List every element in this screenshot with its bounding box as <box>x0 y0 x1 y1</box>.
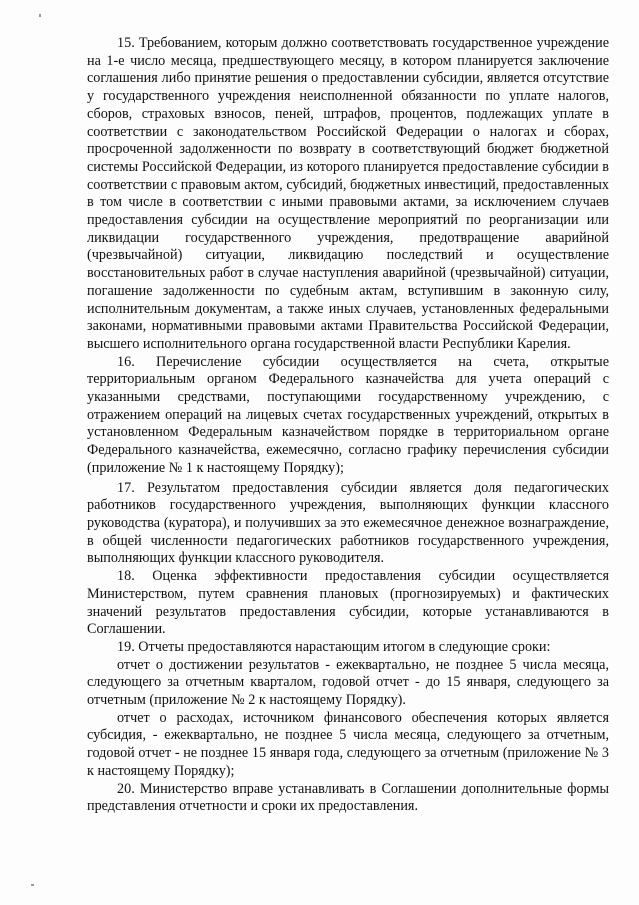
scan-mark <box>39 14 41 17</box>
document-body <box>87 35 609 816</box>
paragraph-15: 15. Требованием, которым должно соответствовать государственное учреждение на 1-е число месяца, предшествующего месяцу, в котором планируется заключение соглашения либо принятие решения о предоставлении субсидии, является отсутствие у государственного учреждения неисполненной обязанности по уплате налогов, сборов, страховых взносов, пеней, штрафов, процентов, подлежащих уплате в соответствии с законодательством Российской Федерации о налогах и сборах, просроченной задолженности по возврату в соответствующий бюджет бюджетной системы Российской Федерации, из которого планируется предоставление субсидии в соответствии с правовым актом, субсидий, бюджетных инвестиций, предоставленных в том числе в соответствии с иными правовыми актами, за исключением случаев предоставления субсидии на осуществление мероприятий по реорганизации или ликвидации государственного учреждения, предотвращение аварийной (чрезвычайной) ситуации, ликвидацию последствий и осуществление восстановительных работ в случае наступления аварийной (чрезвычайной) ситуации, погашение задолженности по судебным актам, вступившим в законную силу, исполнительным документам, а также иных случаев, установленных федеральными законами, нормативными правовыми актами Правительства Российской Федерации, высшего исполнительного органа государственной власти Республики Карелия. <box>87 35 609 352</box>
paragraph-19-report-results: отчет о достижении результатов - ежеквартально, не позднее 5 числа месяца, следующего за отчетным кварталом, годовой отчет - до 15 января, следующего за отчетным (приложение № 2 к настоящему Порядку). <box>87 656 609 709</box>
paragraph-19: 19. Отчеты предоставляются нарастающим итогом в следующие сроки: <box>117 638 551 655</box>
paragraph-18: 18. Оценка эффективности предоставления субсидии осуществляется Министерством, путем сравнения плановых (прогнозируемых) и фактических значений результатов предоставления субсидии, которые устанавливаются в Соглашении. <box>87 568 609 638</box>
paragraph-20: 20. Министерство вправе устанавливать в Соглашении дополнительные формы представления отчетности и сроки их предоставления. <box>87 780 609 815</box>
scan-mark <box>31 884 34 886</box>
paragraph-16: 16. Перечисление субсидии осуществляется на счета, открытые территориальным органом Федерального казначейства для учета операций с указанными средствами, поступающими государственному учреждению, с отражением операций на лицевых счетах государственных учреждений, открытых в установленном Федеральным казначейством порядке в территориальном органе Федерального казначейства, ежемесячно, согласно графику перечисления субсидии (приложение № 1 к настоящему Порядку); <box>87 353 609 476</box>
paragraph-19-report-expenses: отчет о расходах, источником финансового обеспечения которых является субсидия, - ежеквартально, не позднее 5 числа месяца, следующего за отчетным, годовой отчет - не позднее 15 января года, следующего за отчетным (приложение № 3 к настоящему Порядку); <box>87 709 609 779</box>
paragraph-17: 17. Результатом предоставления субсидии является доля педагогических работников государственного учреждения, выполняющих функции классного руководства (куратора), и получивших за это ежемесячное денежное вознаграждение, в общей численности педагогических работников государственного учреждения, выполняющих функции классного руководителя. <box>87 479 609 567</box>
